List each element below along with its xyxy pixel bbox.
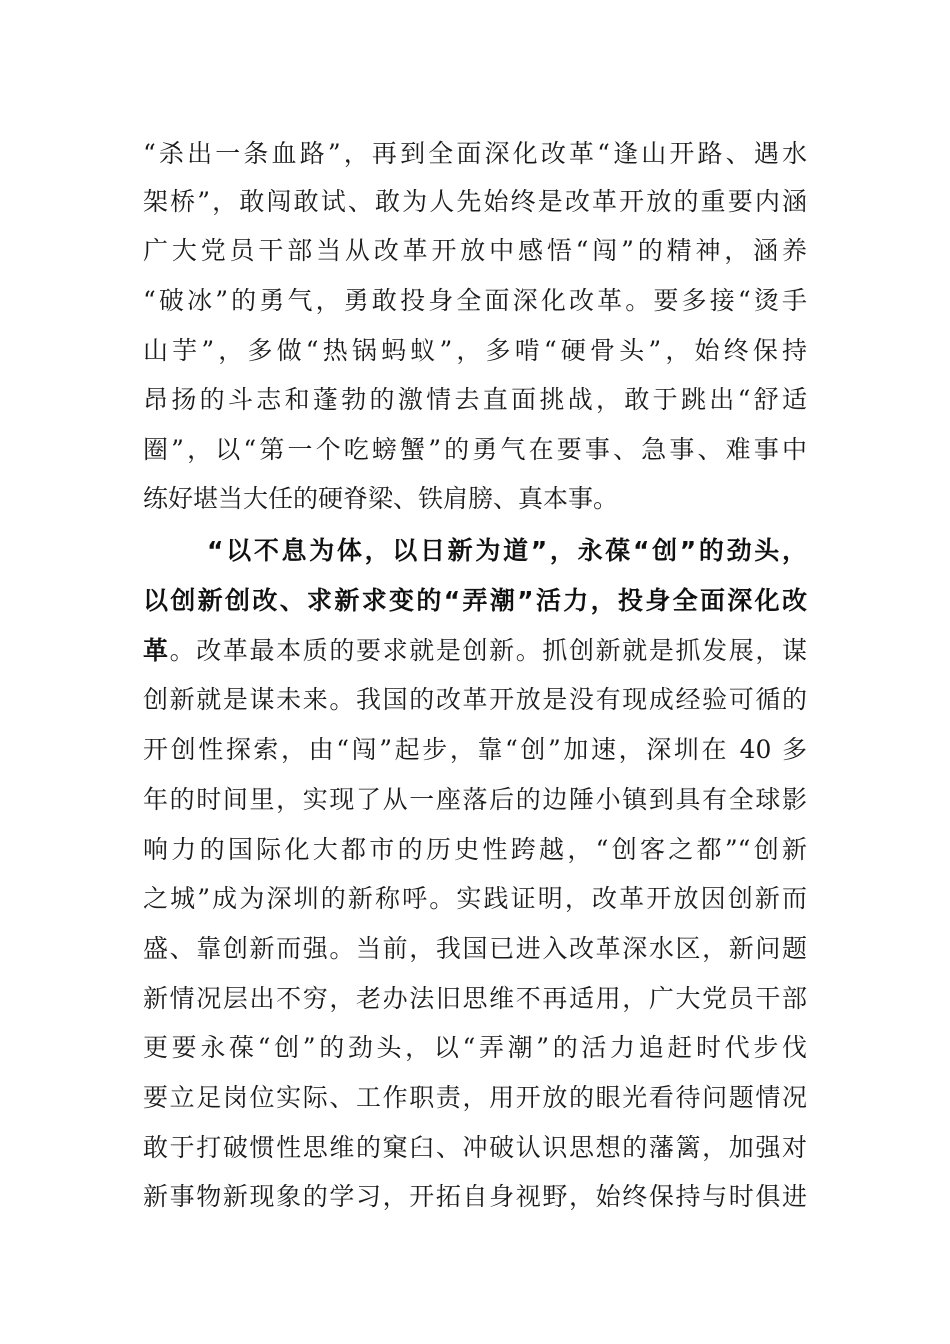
text-line: 圈”，以“第一个吃螃蟹”的勇气在要事、急事、难事中 <box>143 435 807 464</box>
text-line: 新情况层出不穷，老办法旧思维不再适用，广大党员干部 <box>143 984 807 1013</box>
text-line: “破冰”的勇气，勇敢投身全面深化改革。要多接“烫手 <box>143 286 807 315</box>
text-line: 敢于打破惯性思维的窠臼、冲破认识思想的藩篱，加强对 <box>143 1133 807 1162</box>
text-line: 山芋”，多做“热锅蚂蚁”，多啃“硬骨头”，始终保持 <box>143 336 807 365</box>
text-line: 响力的国际化大都市的历史性跨越，“创客之都”“创新 <box>143 835 807 864</box>
section-heading: 以创新创改、求新求变的“弄潮”活力，投身全面深化改 <box>143 586 807 615</box>
text-line: 年的时间里，实现了从一座落后的边陲小镇到具有全球影 <box>143 785 807 814</box>
heading-tail: 革 <box>143 636 170 665</box>
text-line: 创新就是谋未来。我国的改革开放是没有现成经验可循的 <box>143 685 807 714</box>
text-line: 之城”成为深圳的新称呼。实践证明，改革开放因创新而 <box>143 884 807 913</box>
text-line: 开创性探索，由“闯”起步，靠“创”加速，深圳在 40 多 <box>143 735 807 764</box>
text-line: 更要永葆“创”的劲头，以“弄潮”的活力追赶时代步伐 <box>143 1033 807 1062</box>
section-heading: “以不息为体，以日新为道”，永葆“创”的劲头， <box>207 536 807 565</box>
text-line: 昂扬的斗志和蓬勃的激情去直面挑战，敢于跳出“舒适 <box>143 385 807 414</box>
text-line: 新事物新现象的学习，开拓自身视野，始终保持与时俱进 <box>143 1182 807 1211</box>
body-text: 。改革最本质的要求就是创新。抓创新就是抓发展，谋 <box>169 636 807 665</box>
text-line: “杀出一条血路”，再到全面深化改革“逢山开路、遇水 <box>143 139 807 168</box>
text-line: 广大党员干部当从改革开放中感悟“闯”的精神，涵养 <box>143 236 807 265</box>
text-line: 架桥”，敢闯敢试、敢为人先始终是改革开放的重要内涵 <box>143 187 807 216</box>
heading-continuation-line <box>143 631 807 671</box>
text-line: 盛、靠创新而强。当前，我国已进入改革深水区，新问题 <box>143 934 807 963</box>
text-line: 要立足岗位实际、工作职责，用开放的眼光看待问题情况 <box>143 1083 807 1112</box>
text-line: 练好堪当大任的硬脊梁、铁肩膀、真本事。 <box>143 484 619 513</box>
